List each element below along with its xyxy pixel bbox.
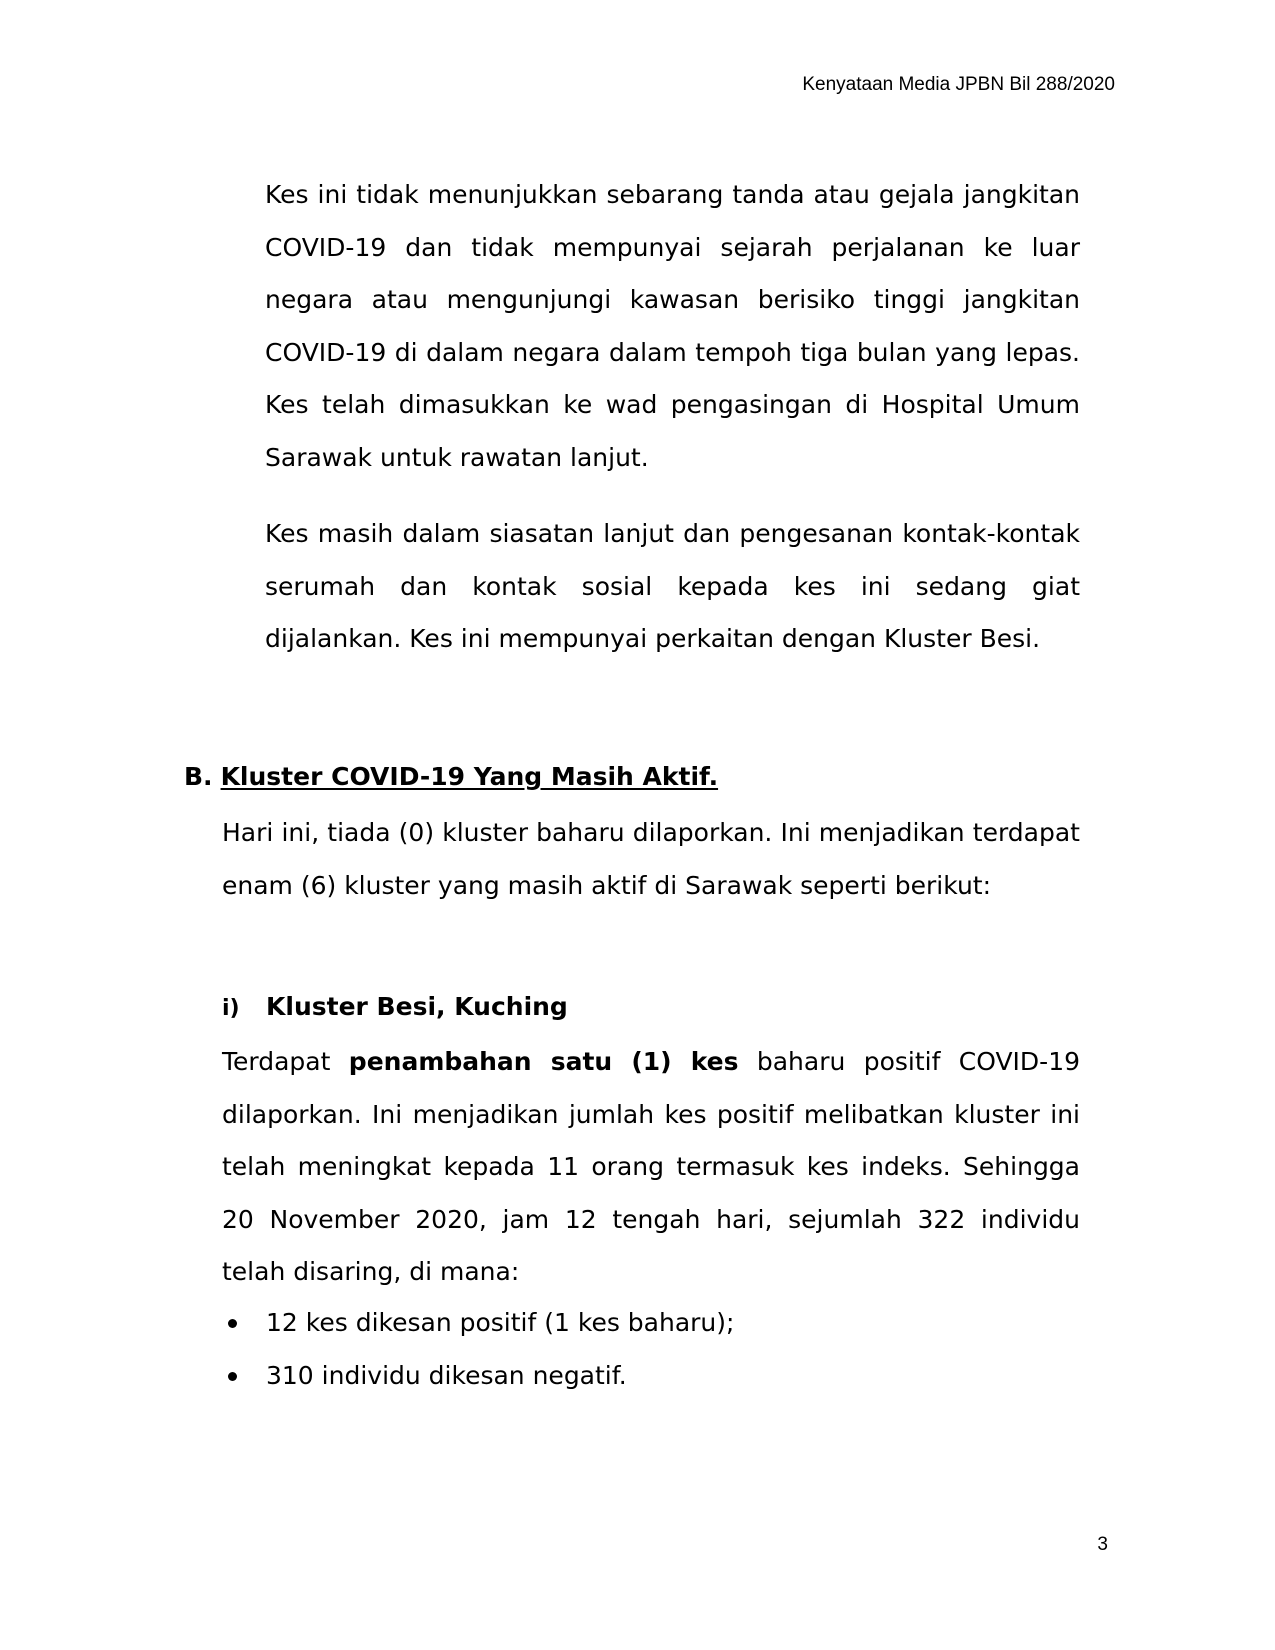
list-item [222,1297,734,1350]
header-reference: Kenyataan Media JPBN Bil 288/2020 [802,74,1115,95]
list-item-text: 12 kes dikesan positif (1 kes baharu); [266,1308,735,1337]
section-b-heading [184,762,718,791]
section-b-title: Kluster COVID-19 Yang Masih Aktif. [220,762,719,791]
bullet-icon [228,1319,237,1328]
cluster-description [222,1036,1080,1299]
cluster-title: Kluster Besi, Kuching [266,992,568,1021]
screening-results-list [222,1297,734,1402]
cluster-text-after: baharu positif COVID-19 dilaporkan. Ini menjadikan jumlah kes positif melibatkan kluster ini telah meningkat kepada 11 orang termasuk kes indeks. Sehingga 20 November 2020, jam 12 tengah hari, sejumlah 322 individu telah disaring, di mana: [222,1047,1080,1286]
cluster-text-bold: penambahan satu (1) kes [348,1047,739,1076]
cluster-text-before: Terdapat [222,1047,349,1076]
page-number: 3 [1097,1534,1108,1555]
paragraph-case-details: Kes ini tidak menunjukkan sebarang tanda atau gejala jangkitan COVID-19 dan tidak mempunyai sejarah perjalanan ke luar negara atau mengunjungi kawasan berisiko tinggi jangkitan COVID-19 di dalam negara dalam tempoh tiga bulan yang lepas. Kes telah dimasukkan ke wad pengasingan di Hospital Umum Sarawak untuk rawatan lanjut. [265,180,1080,472]
section-b-intro: Hari ini, tiada (0) kluster baharu dilaporkan. Ini menjadikan terdapat enam (6) kluster yang masih aktif di Sarawak seperti berikut: [222,818,1080,900]
list-item [222,1350,734,1403]
section-b-letter: B. [184,762,213,791]
cluster-numeral: i) [222,996,240,1021]
paragraph-investigation: Kes masih dalam siasatan lanjut dan pengesanan kontak-kontak serumah dan kontak sosial kepada kes ini sedang giat dijalankan. Kes ini mempunyai perkaitan dengan Kluster Besi. [265,519,1080,653]
cluster-heading [222,992,568,1021]
bullet-icon [228,1372,237,1381]
list-item-text: 310 individu dikesan negatif. [266,1360,627,1390]
